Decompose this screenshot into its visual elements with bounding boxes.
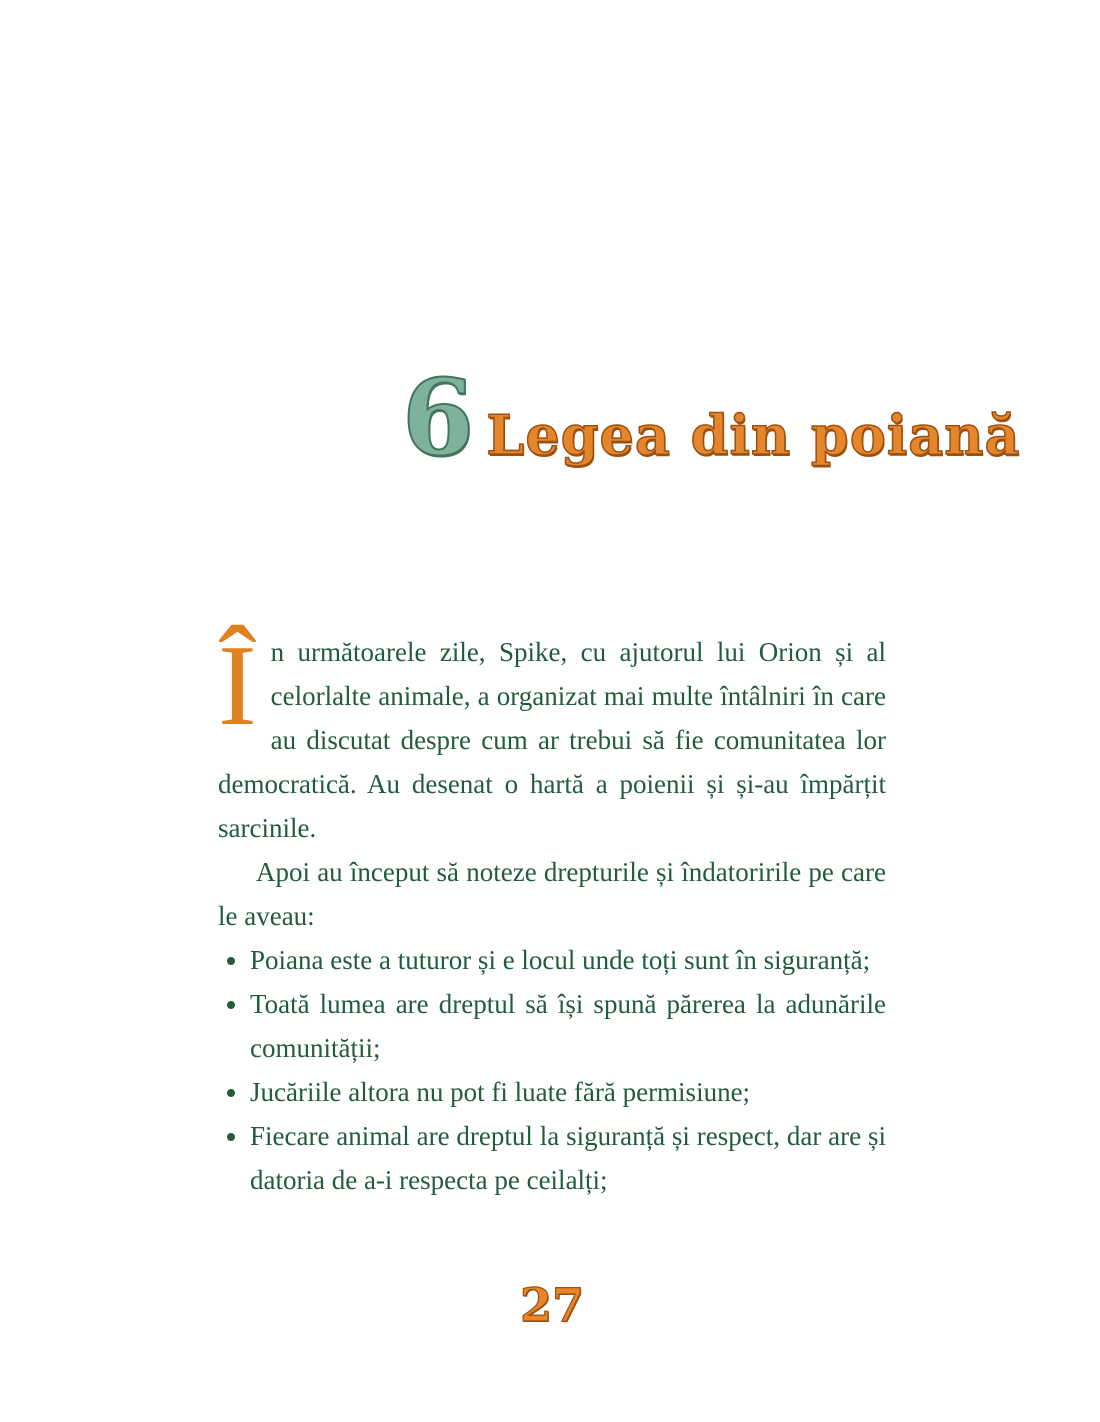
chapter-heading [402, 356, 1021, 479]
chapter-number: 6 [402, 356, 475, 479]
list-item: • Toată lumea are dreptul să își spună părerea la adunările comunității; [250, 982, 886, 1070]
rights-bullet-list [218, 938, 886, 1202]
page-footer [218, 1278, 886, 1332]
page-body [218, 622, 886, 1202]
list-item: • Fiecare animal are dreptul la siguranță și respect, dar are și datoria de a-i respecta pe ceilalți; [250, 1114, 886, 1202]
list-item: • Poiana este a tuturor și e locul unde toți sunt în siguranță; [250, 938, 886, 982]
page-number: 27 [519, 1278, 584, 1332]
drop-cap-letter: Î [218, 622, 257, 750]
paragraph-opening [218, 622, 886, 850]
paragraph-opening-text: n următoarele zile, Spike, cu ajutorul lui Orion și al celorlalte animale, a organizat mai multe întâlniri în care au discutat despre cum ar trebui să fie comunitatea lor democratică. Au desenat o hartă a poienii și și-au împărțit sarcinile. [218, 637, 886, 843]
chapter-title: Legea din poiană [486, 403, 1021, 467]
paragraph-second: Apoi au început să noteze drepturile și îndatoririle pe care le aveau: [218, 857, 886, 931]
list-item: • Jucăriile altora nu pot fi luate fără permisiune; [250, 1070, 886, 1114]
